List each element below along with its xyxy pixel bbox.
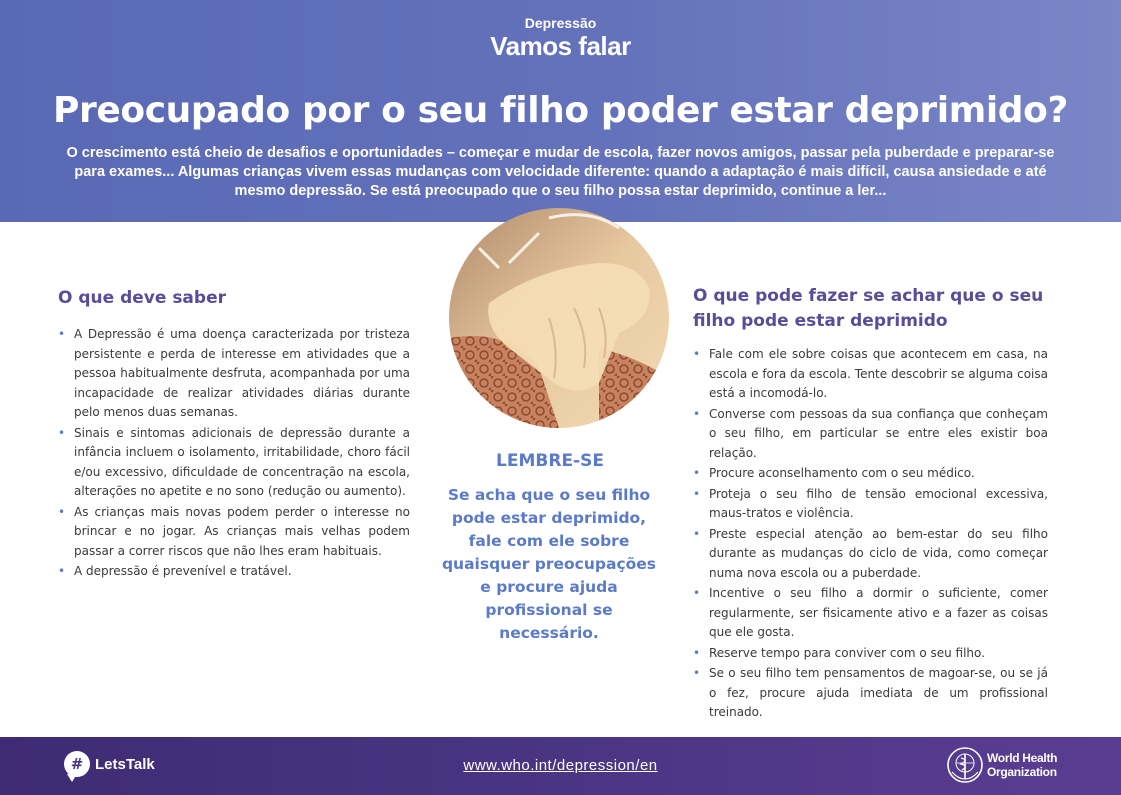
left-bullet-list: [58, 325, 410, 583]
bullet-icon: •: [693, 406, 701, 421]
list-item: • A Depressão é uma doença caracterizada por tristeza persistente e perda de interesse em atividades que a pessoa habitualmente desfruta, acompanhada por uma incapacidade de realizar atividades diárias durante pelo menos duas semanas.: [58, 327, 410, 419]
hands-illustration: [449, 208, 669, 428]
list-item: • Converse com pessoas da sua confiança que conheçam o seu filho, em particular se entre eles existir boa relação.: [693, 406, 1048, 460]
bullet-icon: •: [693, 486, 701, 501]
list-item: • Procure aconselhamento com o seu médico.: [693, 464, 1048, 484]
list-item: • As crianças mais novas podem perder o interesse no brincar e no jogar. As crianças mais velhas podem passar a correr riscos que não lhes eram habituais.: [58, 504, 410, 558]
organization-name: World Health Organization: [987, 751, 1058, 779]
bullet-icon: •: [58, 327, 66, 341]
bullet-icon: •: [693, 645, 701, 660]
list-item: • Fale com ele sobre coisas que acontecem em casa, na escola e fora da escola. Tente descobrir se alguma coisa está a incomodá-lo.: [693, 347, 1048, 400]
list-item: • A depressão é prevenível e tratável.: [58, 562, 410, 582]
bullet-icon: •: [693, 526, 701, 541]
list-item: • Incentive o seu filho a dormir o suficiente, comer regularmente, ser fisicamente ativo e a fazer as coisas que ele gosta.: [693, 586, 1048, 639]
right-section-title: O que pode fazer se achar que o seu filho pode estar deprimido: [693, 286, 1044, 331]
hands-photo: [449, 208, 669, 428]
website-link[interactable]: www.who.int/depression/en: [463, 757, 658, 774]
who-emblem-icon: [946, 746, 984, 784]
hashtag-label: LetsTalk: [95, 756, 155, 773]
list-item: • Sinais e sintomas adicionais de depressão durante a infância incluem o isolamento, irritabilidade, choro fácil e/ou excessivo, dificuldade de concentração na escola, alterações no apetite e no sono (redução ou aumento).: [58, 425, 410, 498]
bullet-icon: •: [693, 586, 701, 600]
bullet-icon: •: [693, 666, 701, 680]
bullet-icon: •: [693, 466, 701, 480]
campaign-title: Vamos falar: [490, 31, 631, 61]
intro-paragraph: O crescimento está cheio de desafios e oportunidades – começar e mudar de escola, fazer novos amigos, passar pela puberdade e preparar-se para exames... Algumas crianças vivem essas mudanças com velocidade diferente: quando a adaptação é mais difícil, causa ansiedade e até mesmo depressão. Se está preocupado que o seu filho possa estar deprimido, continue a ler...: [66, 145, 1055, 199]
header-banner: [0, 0, 1121, 222]
footer-bar: [0, 737, 1121, 795]
left-section-title: O que deve saber: [58, 288, 226, 308]
bullet-icon: •: [58, 564, 66, 578]
page-title: Preocupado por o seu filho poder estar deprimido?: [53, 90, 1068, 131]
remember-message: Se acha que o seu filho pode estar deprimido, fale com ele sobre quaisquer preocupações e procure ajuda profissional se necessário.: [441, 486, 657, 642]
bullet-icon: •: [58, 504, 66, 519]
list-item: • Preste especial atenção ao bem-estar do seu filho durante as mudanças do ciclo de vida, como começar numa nova escola ou a puberdade.: [693, 526, 1048, 580]
bullet-icon: •: [693, 347, 701, 361]
remember-title: LEMBRE-SE: [496, 451, 604, 471]
right-bullet-list: [693, 345, 1048, 724]
hashtag-speech-bubble-icon: #: [64, 751, 90, 777]
list-item: • Proteja o seu filho de tensão emocional excessiva, maus-tratos e violência.: [693, 486, 1048, 520]
list-item: • Reserve tempo para conviver com o seu filho.: [693, 644, 1048, 664]
bullet-icon: •: [58, 425, 66, 440]
list-item: • Se o seu filho tem pensamentos de magoar-se, ou se já o fez, procure ajuda imediata de um profissional treinado.: [693, 666, 1048, 719]
campaign-topic: Depressão: [524, 15, 597, 31]
